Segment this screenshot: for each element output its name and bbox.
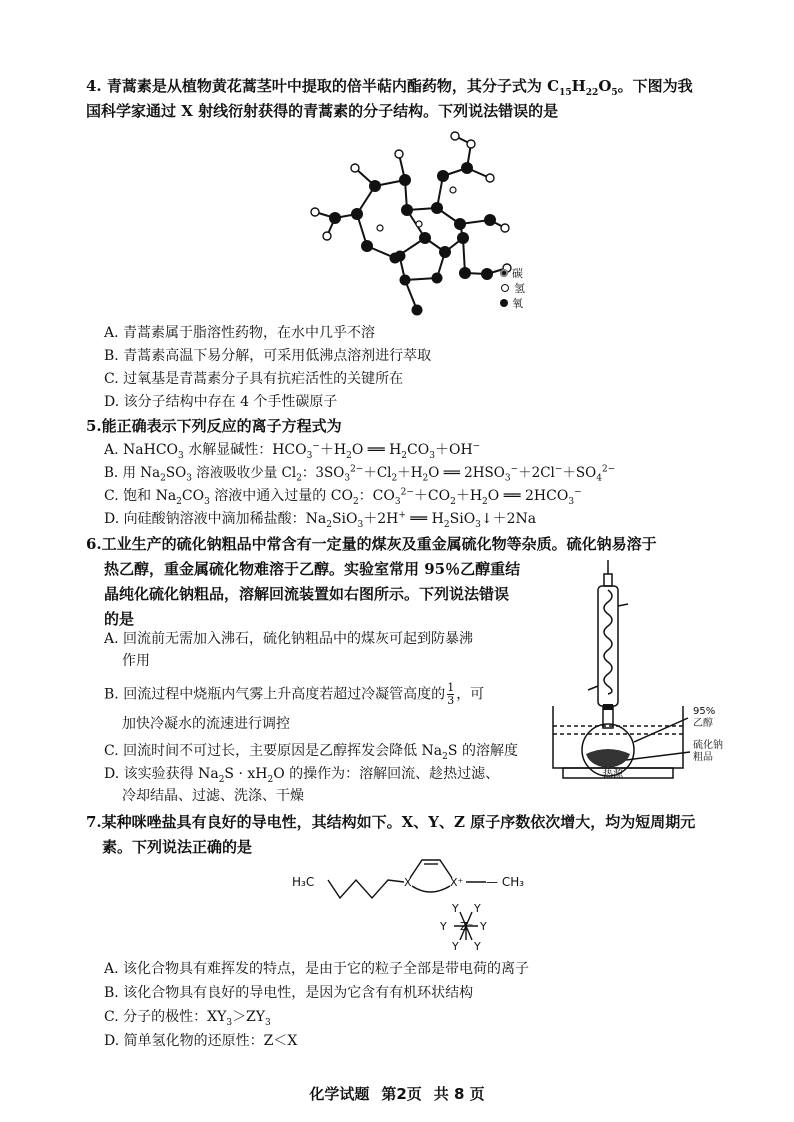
q4-option-c: C. 过氧基是青蒿素分子具有抗疟活性的关键所在 xyxy=(104,371,404,387)
q7-option-c: C. 分子的极性：$XY_3>ZY_3$ xyxy=(104,1009,271,1028)
q7-option-b: B. 该化合物具有良好的导电性，是因为它含有有机环状结构 xyxy=(104,985,474,1001)
q6-stem: 6.工业生产的硫化钠粗品中常含有一定量的煤灰及重金属硫化物等杂质。硫化钠易溶于 xyxy=(86,535,657,553)
q5-option-b: B. 用 $Na_2SO_3$ 溶液吸收少量 $Cl_2$：$3SO_3^{2-}+Cl_2+H_2O$ ══ $2HSO_3^-+2Cl^-+SO_4^{2-}$ xyxy=(104,464,616,484)
q7-option-d: D. 简单氢化物的还原性：Z＜X xyxy=(104,1033,298,1049)
fraction-one-third: $\frac{1}{3}$ xyxy=(447,681,455,707)
label-z-minus: Z⁻ xyxy=(460,920,474,933)
q4-option-b: B. 青蒿素高温下易分解，可采用低沸点溶剂进行萃取 xyxy=(104,348,432,364)
label-y2: Y xyxy=(474,902,481,915)
q6-option-b: B. 回流过程中烧瓶内气雾上升高度若超过冷凝管高度的 $\frac{1}{3}$ ，可 加快冷凝水的流速进行调控 xyxy=(104,681,485,732)
label-y5: Y xyxy=(452,940,459,953)
label-ethanol: 乙醇 xyxy=(693,718,713,729)
q7-stem: 7.某种咪唑盐具有良好的导电性，其结构如下。X、Y、Z 原子序数依次增大，均为短周期元 素。下列说法正确的是 xyxy=(86,813,696,856)
label-ch3: — CH₃ xyxy=(486,875,525,889)
q4-option-a: A. 青蒿素属于脂溶性药物，在水中几乎不溶 xyxy=(104,325,376,341)
legend-hydrogen: 氢 xyxy=(500,281,525,296)
label-y1: Y xyxy=(452,902,459,915)
label-x-atom: X xyxy=(404,876,412,889)
molecule-legend xyxy=(500,266,525,311)
q5-option-d: D. 向硅酸钠溶液中滴加稀盐酸：$Na_2SiO_3+2H^+$ ══ $H_2SiO_3↓+2Na$ xyxy=(104,510,537,530)
reflux-apparatus-figure xyxy=(548,556,758,781)
q4-option-d: D. 该分子结构中存在 4 个手性碳原子 xyxy=(104,394,338,410)
q6-option-a: A. 回流前无需加入沸石，硫化钠粗品中的煤灰可起到防暴沸 作用 xyxy=(104,631,474,669)
q4-stem: 4. 青蒿素是从植物黄花蒿茎叶中提取的倍半萜内酯药物，其分子式为 $C_{15}H_{22}O_5$。下图为我 国科学家通过 X 射线衍射获得的青蒿素的分子结构。下列说法错误的是 xyxy=(86,77,693,120)
legend-carbon: 碳 xyxy=(500,266,525,281)
label-h3c: H₃C xyxy=(292,875,315,889)
label-y6: Y xyxy=(474,940,481,953)
q6-option-d: D. 该实验获得 $Na_2S \cdot xH_2O$ 的操作为：溶解回流、趁热过滤、 冷却结晶、过滤、洗涤、干燥 xyxy=(104,766,500,804)
q5-stem: 5.能正确表示下列反应的离子方程式为 xyxy=(86,417,342,435)
q6-stem-cont: 热乙醇，重金属硫化物难溶于乙醇。实验室常用 95％乙醇重结 晶纯化硫化钠粗品，溶解回流装置如右图所示。下列说法错误 的是 xyxy=(104,560,521,628)
label-sodium-sulfide: 硫化钠 xyxy=(693,740,723,751)
label-crude: 粗品 xyxy=(693,752,713,763)
label-heat-source: 热源 xyxy=(603,769,623,780)
label-y4: Y xyxy=(480,920,487,933)
imidazolium-salt-structure xyxy=(290,850,550,960)
legend-oxygen: 氧 xyxy=(500,296,525,311)
q7-option-a: A. 该化合物具有难挥发的特点，是由于它的粒子全部是带电荷的离子 xyxy=(104,961,530,977)
q5-option-a: A. NaHCO$_3$ 水解显碱性：$HCO_3^-+H_2O$ ══ $H_2CO_3+OH^-$ xyxy=(104,441,481,461)
q5-option-c: C. 饱和 $Na_2CO_3$ 溶液中通入过量的 $CO_2$：$CO_3^{2-}+CO_2+H_2O$ ══ $2HCO_3^-$ xyxy=(104,487,582,507)
q6-option-c: C. 回流时间不可过长，主要原因是乙醇挥发会降低 $Na_2S$ 的溶解度 xyxy=(104,743,518,762)
label-95-percent: 95% xyxy=(693,706,716,717)
page-footer: 化学试题 第2页 共 8 页 xyxy=(309,1085,485,1103)
label-y3: Y xyxy=(440,920,447,933)
label-x-plus: X⁺ xyxy=(450,876,464,889)
